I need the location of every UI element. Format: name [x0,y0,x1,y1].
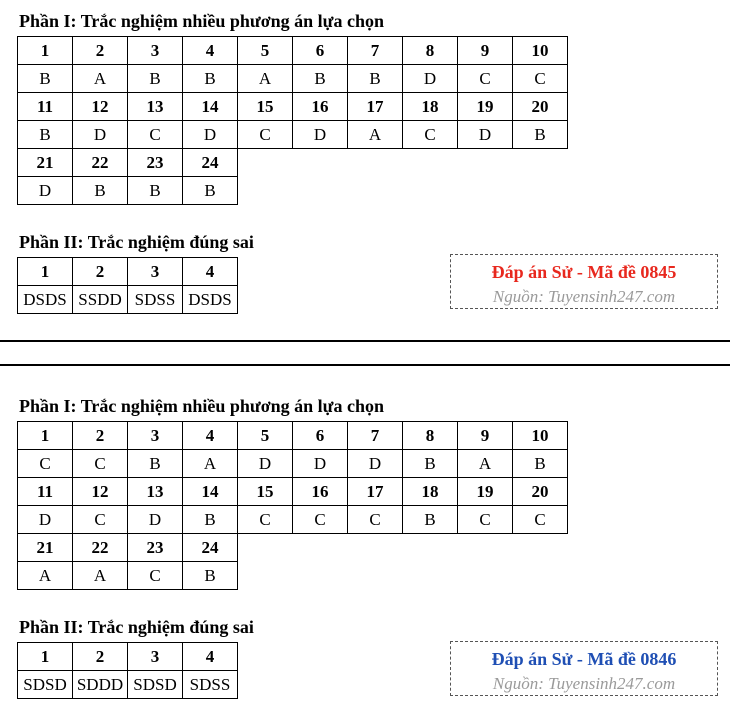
table-row [18,671,238,699]
answer-cell: A [348,121,403,149]
answer-cell: D [18,506,73,534]
answer-cell: B [513,450,568,478]
answer-cell: SDSS [183,671,238,699]
answer-cell: C [348,506,403,534]
question-number-cell: 10 [513,37,568,65]
empty-cell [293,562,348,590]
question-number-cell: 18 [403,478,458,506]
empty-cell [458,534,513,562]
part2-title: Phần II: Trắc nghiệm đúng sai [19,232,254,252]
question-number-cell: 20 [513,93,568,121]
empty-cell [293,149,348,177]
table-row [18,177,568,205]
question-number-cell: 8 [403,422,458,450]
answer-cell: C [238,506,293,534]
table-row [18,506,568,534]
question-number-cell: 4 [183,258,238,286]
source-label: Nguồn: Tuyensinh247.com [492,287,676,306]
answer-cell: C [458,506,513,534]
question-number-cell: 19 [458,478,513,506]
question-number-cell: 4 [183,422,238,450]
question-number-cell: 1 [18,643,73,671]
question-number-cell: 13 [128,478,183,506]
empty-cell [513,562,568,590]
answer-cell: B [183,506,238,534]
answer-cell: SDDD [73,671,128,699]
empty-cell [458,562,513,590]
empty-cell [458,177,513,205]
answer-cell: A [73,562,128,590]
question-number-cell: 15 [238,478,293,506]
question-number-cell: 12 [73,478,128,506]
answer-cell: A [18,562,73,590]
empty-cell [513,149,568,177]
answer-cell: C [128,562,183,590]
question-number-cell: 24 [183,534,238,562]
empty-cell [348,562,403,590]
answer-cell: SSDD [73,286,128,314]
question-number-cell: 16 [293,478,348,506]
question-number-cell: 6 [293,37,348,65]
question-number-cell: 8 [403,37,458,65]
question-number-cell: 7 [348,422,403,450]
question-number-cell: 2 [73,643,128,671]
question-number-cell: 20 [513,478,568,506]
answer-cell: B [403,506,458,534]
answer-cell: SDSD [128,671,183,699]
empty-cell [403,562,458,590]
question-number-cell: 21 [18,149,73,177]
multiple-choice-table [17,36,568,205]
question-number-cell: 22 [73,534,128,562]
true-false-table [17,642,238,699]
question-number-cell: 5 [238,37,293,65]
answer-cell: B [183,65,238,93]
question-number-cell: 2 [73,422,128,450]
answer-cell: D [458,121,513,149]
question-number-cell: 4 [183,643,238,671]
answer-cell: D [293,450,348,478]
question-number-cell: 3 [128,37,183,65]
part2-title: Phần II: Trắc nghiệm đúng sai [19,617,254,637]
exam-code-box [450,254,718,309]
table-row [18,258,238,286]
answer-cell: C [513,65,568,93]
answer-cell: C [293,506,348,534]
question-number-cell: 1 [18,37,73,65]
question-number-cell: 3 [128,643,183,671]
question-number-cell: 6 [293,422,348,450]
answer-cell: DSDS [183,286,238,314]
question-number-cell: 9 [458,422,513,450]
answer-cell: B [403,450,458,478]
table-row [18,121,568,149]
answer-cell: B [128,65,183,93]
question-number-cell: 11 [18,478,73,506]
answer-cell: B [128,450,183,478]
question-number-cell: 17 [348,478,403,506]
answer-cell: C [128,121,183,149]
answer-cell: C [18,450,73,478]
question-number-cell: 11 [18,93,73,121]
answer-cell: SDSD [18,671,73,699]
question-number-cell: 23 [128,534,183,562]
answer-cell: D [403,65,458,93]
answer-cell: D [128,506,183,534]
empty-cell [348,534,403,562]
question-number-cell: 18 [403,93,458,121]
question-number-cell: 22 [73,149,128,177]
question-number-cell: 2 [73,258,128,286]
table-row [18,149,568,177]
table-row [18,286,238,314]
empty-cell [238,177,293,205]
answer-cell: B [73,177,128,205]
question-number-cell: 3 [128,422,183,450]
empty-cell [238,562,293,590]
question-number-cell: 21 [18,534,73,562]
answer-cell: SDSS [128,286,183,314]
answer-cell: B [513,121,568,149]
empty-cell [513,177,568,205]
empty-cell [293,177,348,205]
answer-cell: A [73,65,128,93]
answer-cell: C [73,506,128,534]
answer-cell: D [18,177,73,205]
question-number-cell: 14 [183,93,238,121]
table-row [18,643,238,671]
question-number-cell: 9 [458,37,513,65]
exam-code-label: Đáp án Sử - Mã đề 0845 [491,262,677,282]
question-number-cell: 15 [238,93,293,121]
question-number-cell: 5 [238,422,293,450]
question-number-cell: 23 [128,149,183,177]
answer-cell: A [238,65,293,93]
empty-cell [458,149,513,177]
source-label: Nguồn: Tuyensinh247.com [492,674,676,693]
exam-code-label: Đáp án Sử - Mã đề 0846 [491,649,677,669]
table-row [18,478,568,506]
question-number-cell: 13 [128,93,183,121]
question-number-cell: 4 [183,37,238,65]
empty-cell [348,177,403,205]
table-row [18,65,568,93]
answer-cell: A [458,450,513,478]
divider-line-bottom [0,364,730,366]
empty-cell [238,149,293,177]
empty-cell [403,534,458,562]
answer-cell: C [513,506,568,534]
table-row [18,93,568,121]
answer-cell: C [238,121,293,149]
answer-cell: B [293,65,348,93]
empty-cell [403,177,458,205]
empty-cell [403,149,458,177]
answer-cell: C [73,450,128,478]
empty-cell [293,534,348,562]
answer-cell: B [128,177,183,205]
answer-cell: D [73,121,128,149]
answer-cell: B [348,65,403,93]
part1-title: Phần I: Trắc nghiệm nhiều phương án lựa chọn [19,396,384,416]
answer-cell: D [183,121,238,149]
question-number-cell: 1 [18,422,73,450]
question-number-cell: 2 [73,37,128,65]
table-row [18,534,568,562]
answer-cell: B [18,65,73,93]
empty-cell [513,534,568,562]
question-number-cell: 24 [183,149,238,177]
question-number-cell: 19 [458,93,513,121]
table-row [18,562,568,590]
question-number-cell: 3 [128,258,183,286]
empty-cell [348,149,403,177]
question-number-cell: 17 [348,93,403,121]
answer-cell: A [183,450,238,478]
answer-cell: D [348,450,403,478]
answer-cell: DSDS [18,286,73,314]
divider-line-top [0,340,730,342]
answer-cell: B [183,177,238,205]
table-row [18,37,568,65]
answer-cell: C [403,121,458,149]
answer-cell: B [18,121,73,149]
question-number-cell: 7 [348,37,403,65]
table-row [18,422,568,450]
answer-cell: D [293,121,348,149]
answer-cell: B [183,562,238,590]
question-number-cell: 14 [183,478,238,506]
true-false-table [17,257,238,314]
empty-cell [238,534,293,562]
question-number-cell: 1 [18,258,73,286]
multiple-choice-table [17,421,568,590]
question-number-cell: 12 [73,93,128,121]
part1-title: Phần I: Trắc nghiệm nhiều phương án lựa chọn [19,11,384,31]
answer-cell: D [238,450,293,478]
question-number-cell: 10 [513,422,568,450]
question-number-cell: 16 [293,93,348,121]
answer-cell: C [458,65,513,93]
exam-code-box [450,641,718,696]
table-row [18,450,568,478]
